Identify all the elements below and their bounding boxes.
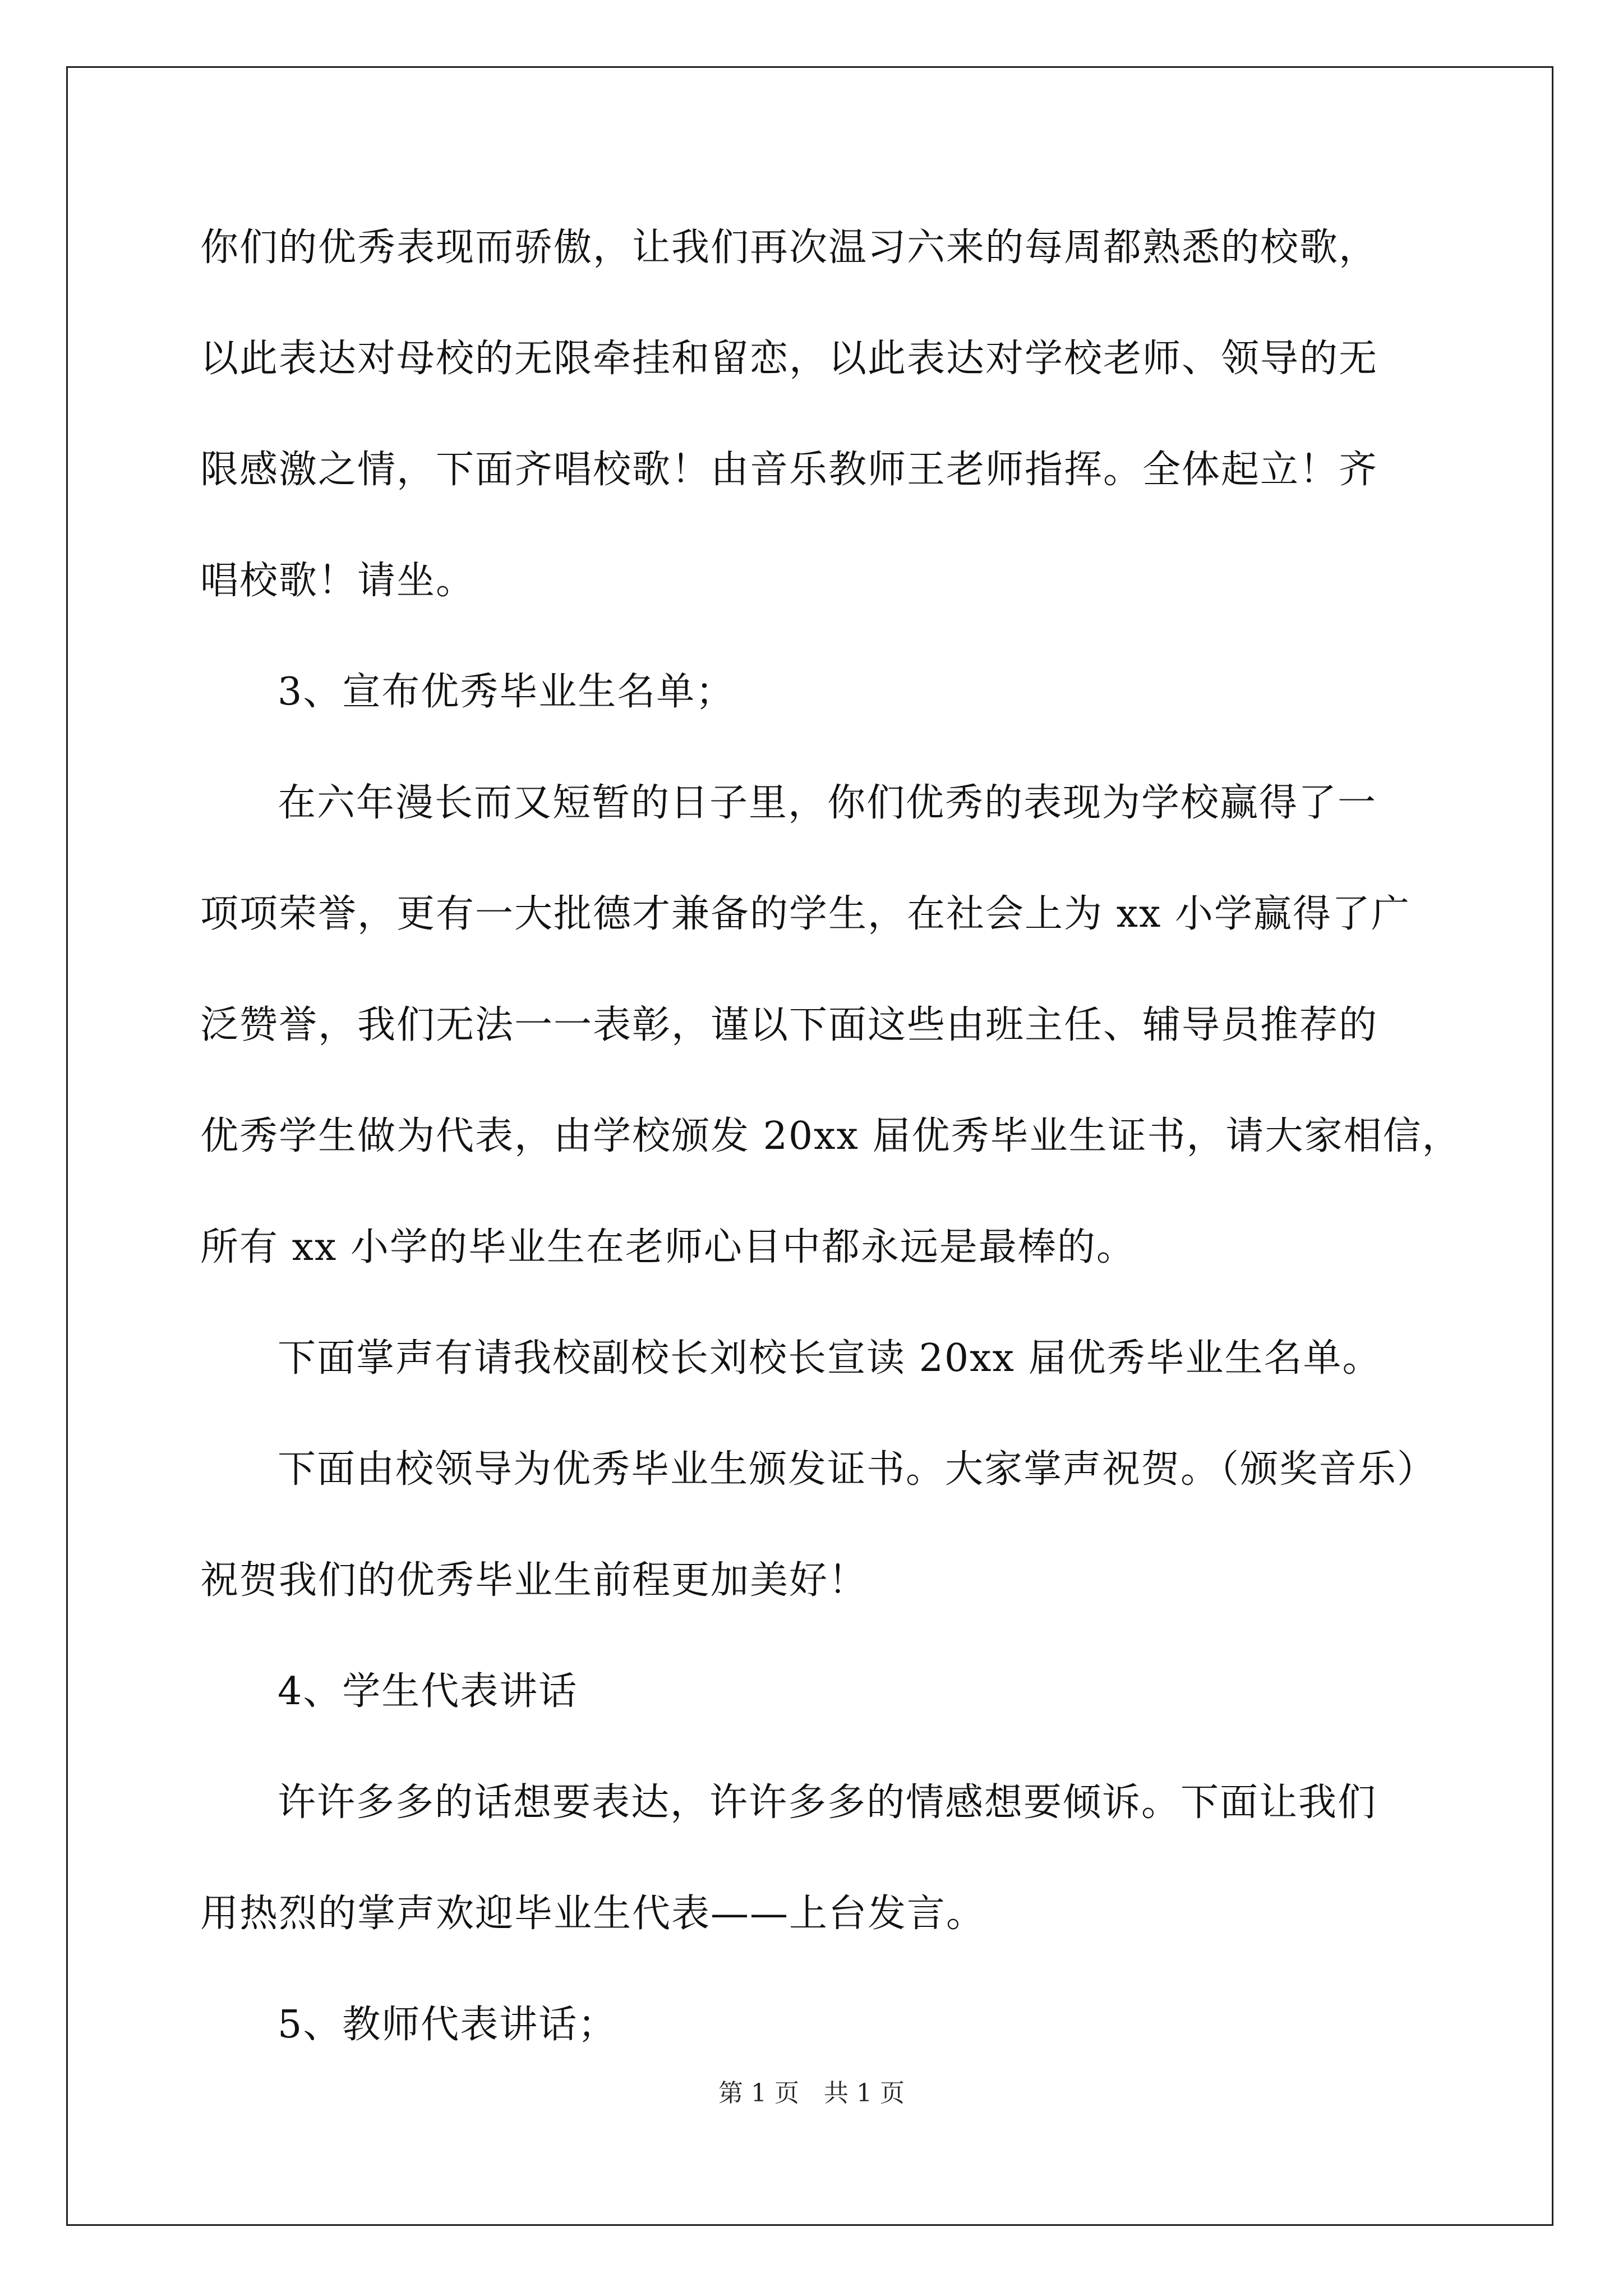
section-heading: 3、宣布优秀毕业生名单； [278,670,735,714]
body-line: 优秀学生做为代表，由学校颁发 20xx 届优秀毕业生证书，请大家相信， [200,1114,1461,1158]
body-line: 下面由校领导为优秀毕业生颁发证书。大家掌声祝贺。（颁奖音乐） [278,1447,1437,1492]
section-heading: 4、学生代表讲话 [278,1669,578,1714]
body-line: 唱校歌！请坐。 [200,559,476,603]
body-line: 项项荣誉，更有一大批德才兼备的学生，在社会上为 xx 小学赢得了广 [200,892,1410,936]
page-footer: 第 1 页 共 1 页 [718,2079,905,2108]
body-line: 许许多多的话想要表达，许许多多的情感想要倾诉。下面让我们 [278,1780,1377,1825]
body-line: 下面掌声有请我校副校长刘校长宣读 20xx 届优秀毕业生名单。 [278,1336,1382,1381]
body-line: 在六年漫长而又短暂的日子里，你们优秀的表现为学校赢得了一 [278,781,1377,825]
section-heading: 5、教师代表讲话； [278,2003,617,2047]
body-line: 以此表达对母校的无限牵挂和留恋，以此表达对学校老师、领导的无 [200,337,1378,381]
body-line: 你们的优秀表现而骄傲，让我们再次温习六来的每周都熟悉的校歌， [200,226,1378,270]
body-line: 泛赞誉，我们无法一一表彰，谨以下面这些由班主任、辅导员推荐的 [200,1003,1378,1047]
body-line: 所有 xx 小学的毕业生在老师心目中都永远是最棒的。 [200,1225,1136,1269]
body-line: 用热烈的掌声欢迎毕业生代表——上台发言。 [200,1892,986,1936]
body-line: 限感激之情，下面齐唱校歌！由音乐教师王老师指挥。全体起立！齐 [200,448,1378,492]
body-line: 祝贺我们的优秀毕业生前程更加美好！ [200,1558,868,1603]
